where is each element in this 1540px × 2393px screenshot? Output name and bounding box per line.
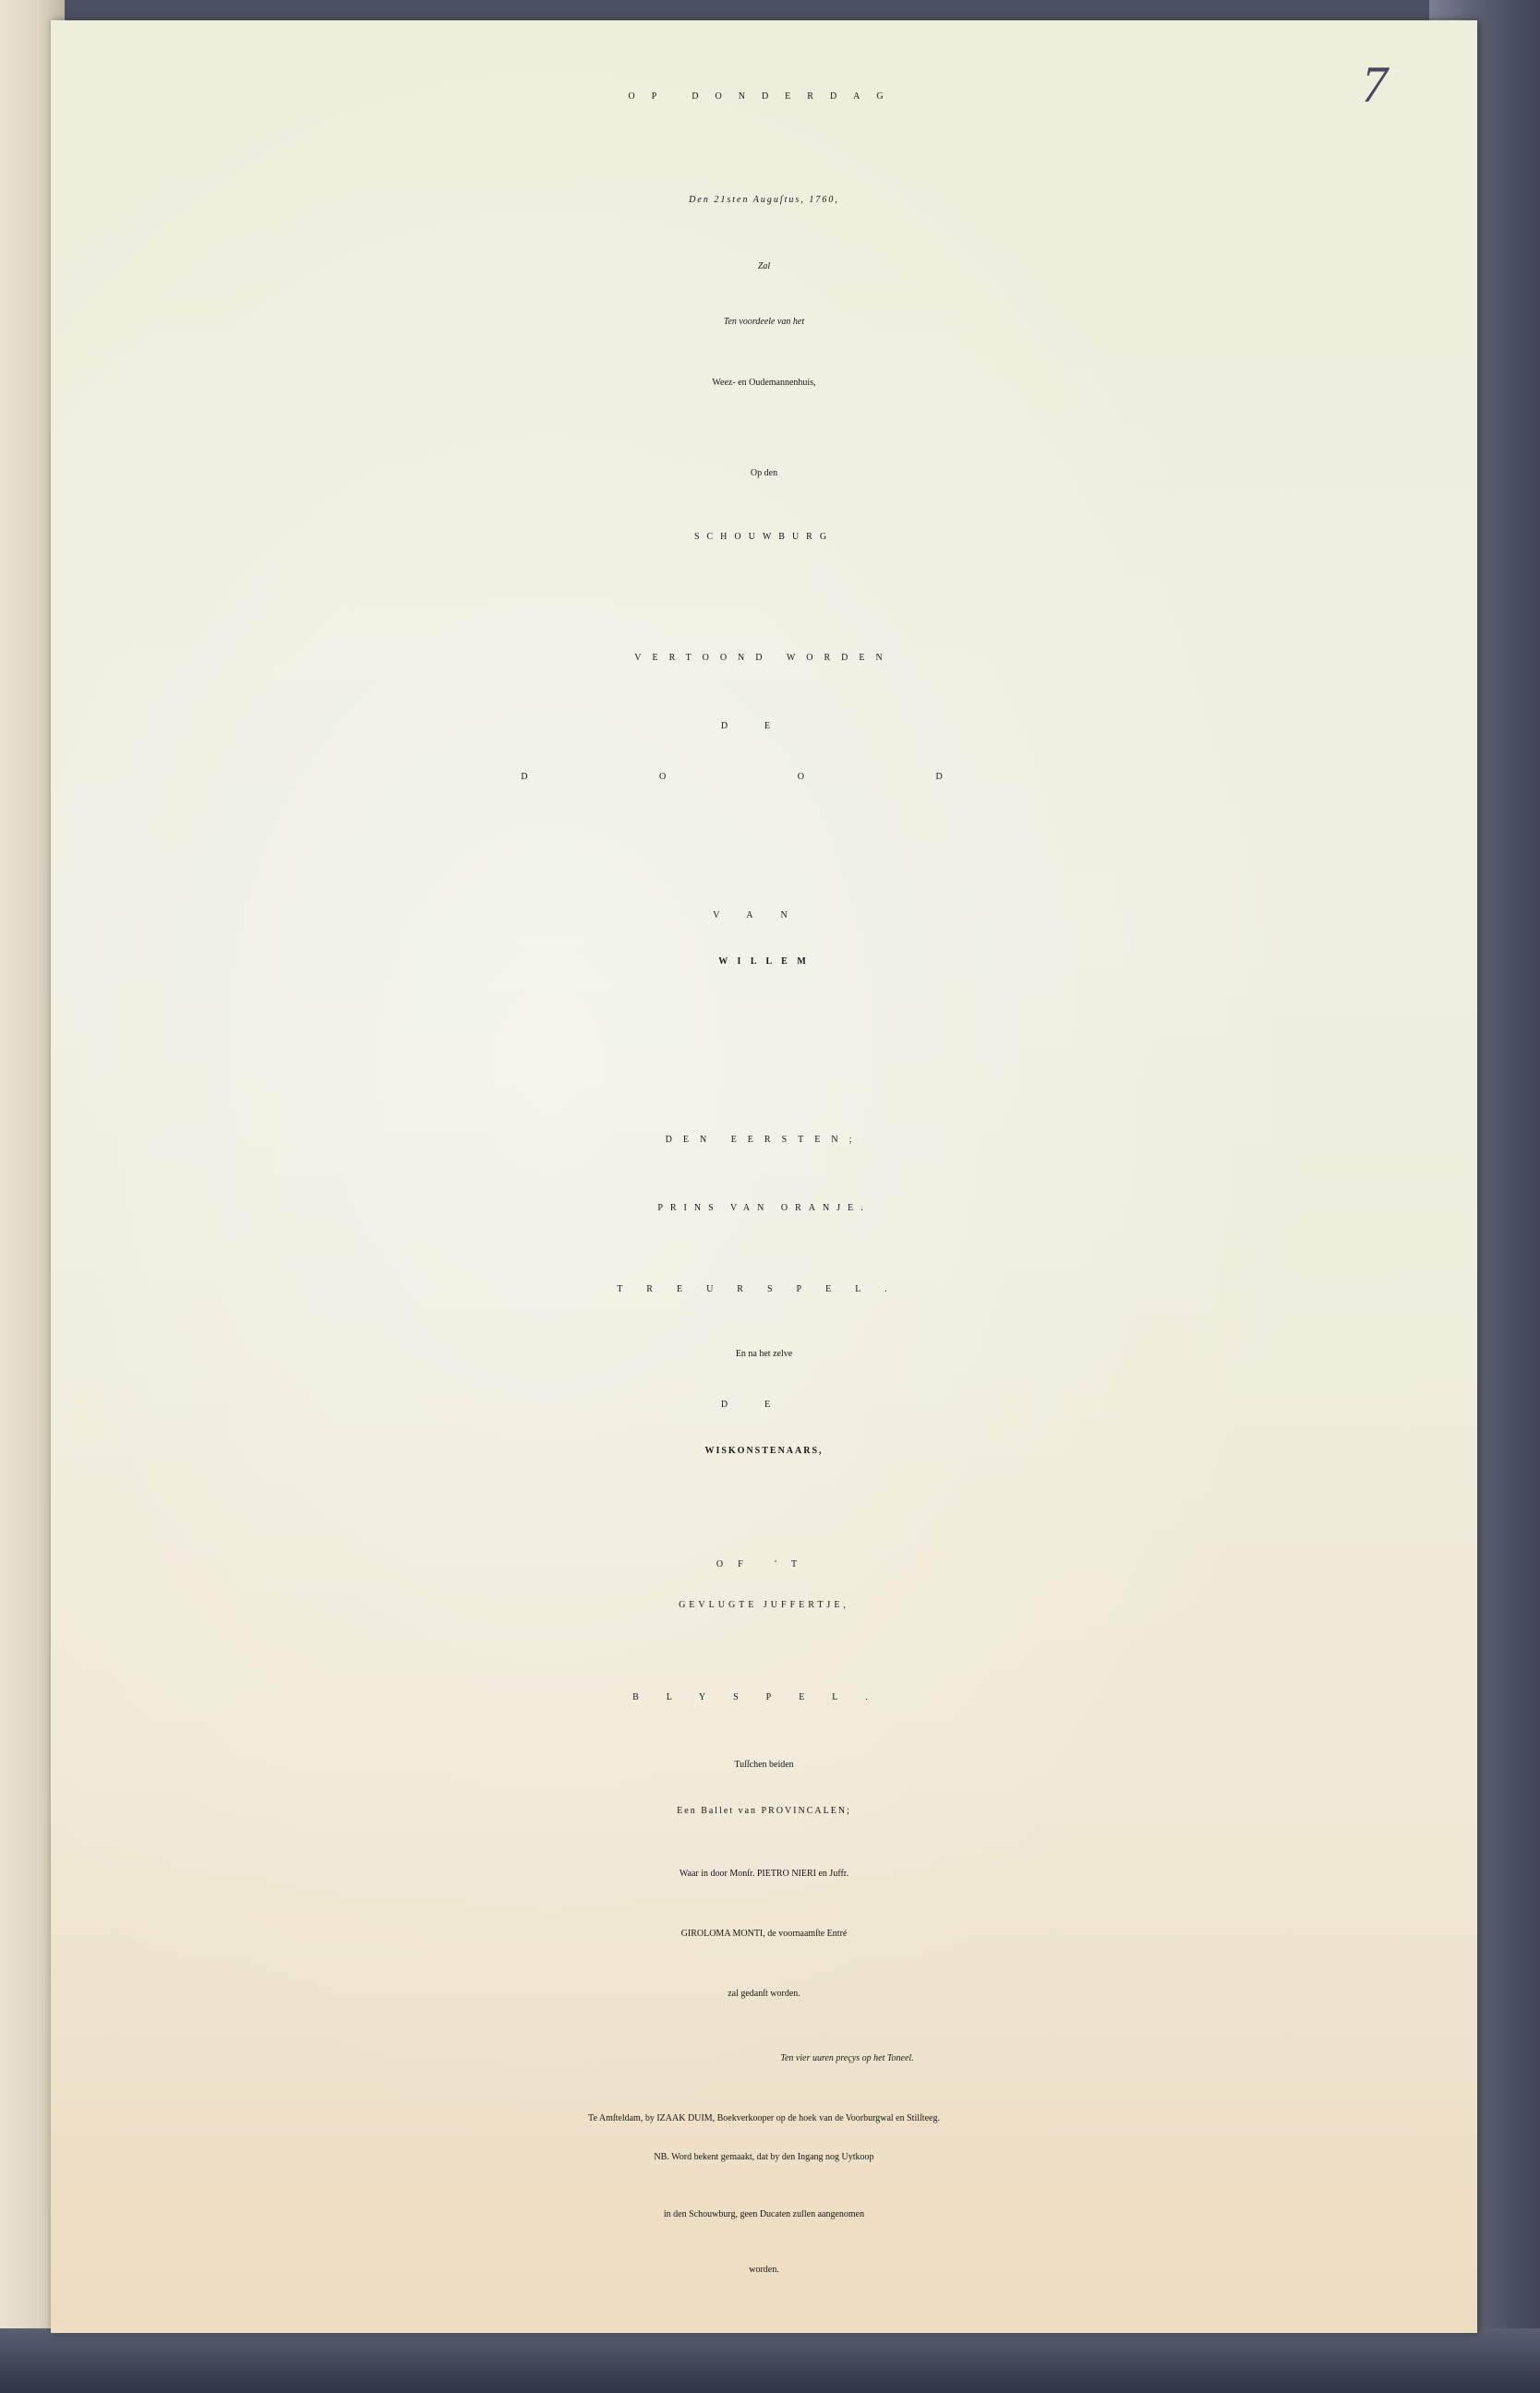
performed-line: VERTOOND WORDEN [634, 653, 894, 663]
genre-comedy: BLYSPEL. [632, 1692, 896, 1702]
comedy-subtitle: GEVLUGTE JUFFERTJE, [679, 1600, 849, 1610]
op-den-line: Op den [750, 468, 778, 478]
date-line: Den 21sten Auguſtus, 1760, [689, 195, 839, 205]
beneficiary-line: Weez- en Oudemannenhuis, [712, 378, 816, 388]
printer-imprint: Te Amſteldam, by IZAAK DUIM, Boekverkooper op de hoek van de Voorburgwal en Stilſteeg. [588, 2113, 940, 2123]
playbill-page [51, 20, 1477, 2333]
notice-line-1: NB. Word bekent gemaakt, dat by den Ingang nog Uytkoop [654, 2152, 874, 2162]
dancers-line-3: zal gedanſt worden. [728, 1989, 800, 1999]
of-t-line: OF 'T [716, 1559, 812, 1569]
notice-line-3: worden. [749, 2265, 779, 2275]
de-line-1: DE [720, 721, 808, 731]
comedy-title: WISKONSTENAARS, [704, 1446, 824, 1456]
den-eersten-line: DEN EERSTEN; [665, 1135, 863, 1145]
dancers-line-1: Waar in door Monſr. PIETRO NIERI en Juffr. [679, 1869, 849, 1879]
table-surface [0, 2328, 1540, 2393]
van-line: VAN [713, 910, 815, 920]
heading-date-day: OP DONDERDAG [628, 91, 900, 102]
between-line: Tuſſchen beiden [734, 1760, 794, 1770]
play-title-willem: W I L L E M [718, 956, 810, 967]
zal-line: Zal [757, 261, 771, 271]
benefit-line: Ten voordeele van het [723, 317, 805, 327]
notice-line-2: in den Schouwburg, geen Ducaten zullen aangenomen [663, 2209, 865, 2219]
play-title-dood: D O O D [521, 772, 1007, 782]
page-number: 7 [1362, 56, 1388, 114]
de-line-2: DE [720, 1400, 808, 1410]
start-time-line: Ten vier uuren preçys op het Toneel. [780, 2053, 914, 2063]
prins-line: PRINS VAN ORANJE. [657, 1203, 871, 1213]
afterpiece-line: En na het zelve [735, 1349, 793, 1359]
ballet-line: Een Ballet van PROVINCALEN; [677, 1806, 851, 1816]
venue-heading: SCHOUWBURG [693, 532, 835, 542]
genre-tragedy: TREURSPEL. [617, 1284, 911, 1294]
dancers-line-2: GIROLOMA MONTI, de voornaamſte Entré [680, 1929, 848, 1939]
